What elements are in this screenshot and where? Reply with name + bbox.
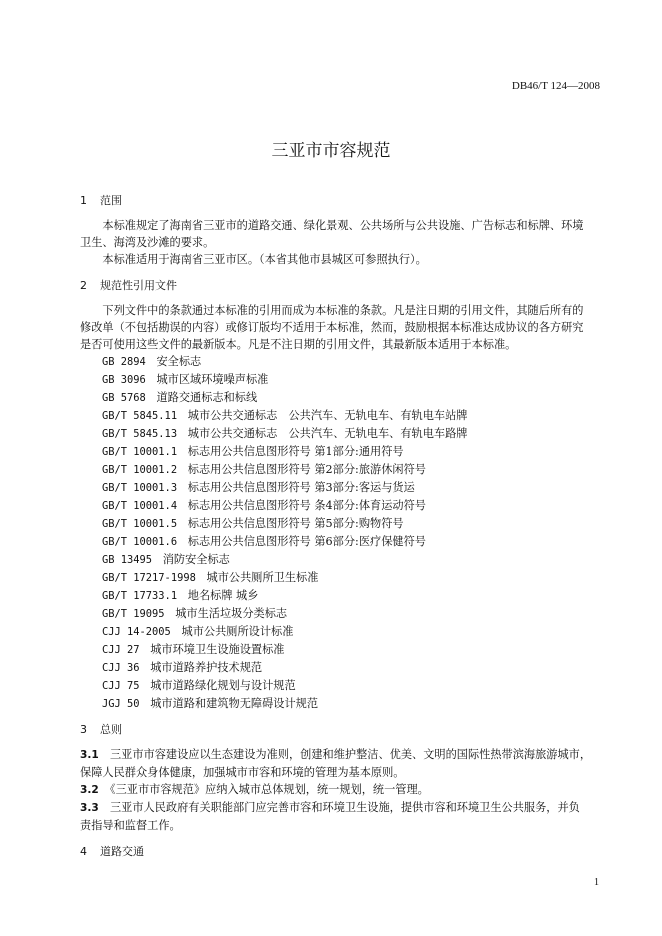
reference-item [80,695,610,713]
paragraph-cont: 修改单（不包括勘误的内容）或修订版均不适用于本标准，然而，鼓励根据本标准达成协议的各方研究 [80,321,584,334]
reference-title: 城市区域环境噪声标准 [156,373,269,386]
reference-item [80,623,610,641]
reference-title: 城市公共厕所卫生标准 [206,571,319,584]
paragraph: 本标准规定了海南省三亚市的道路交通、绿化景观、公共场所与公共设施、广告标志和标牌、环境 [102,219,584,232]
reference-title: 城市生活垃圾分类标志 [175,607,288,620]
reference-item [80,497,610,515]
document-body [80,192,610,860]
reference-code: GB 3096 [102,374,146,386]
paragraph-cont: 是否可使用这些文件的最新版本。凡是不注日期的引用文件，其最新版本适用于本标准。 [80,338,517,351]
reference-code: CJJ 36 [102,662,140,674]
reference-code: GB/T 10001.3 [102,482,178,494]
reference-item [80,587,610,605]
document-id: DB46/T 124—2008 [511,80,600,92]
reference-title: 道路交通标志和标线 [156,391,258,404]
reference-title: 城市公共厕所设计标准 [181,625,294,638]
reference-item [80,479,610,497]
reference-code: CJJ 27 [102,644,140,656]
paragraph: 本标准适用于海南省三亚市区。（本省其他市县城区可参照执行）。 [102,253,427,266]
reference-item [80,371,610,389]
reference-title: 标志用公共信息图形符号 第3部分:客运与货运 [187,481,415,494]
reference-item [80,533,610,551]
reference-code: GB/T 10001.2 [102,464,178,476]
reference-code: GB 5768 [102,392,146,404]
paragraph: 下列文件中的条款通过本标准的引用而成为本标准的条款。凡是注日期的引用文件，其随后所有的 [102,304,584,317]
reference-code: GB/T 5845.11 [102,410,178,422]
reference-item [80,551,610,569]
clause: 3.2 《三亚市市容规范》应纳入城市总体规划，统一规划，统一管理。 [80,783,429,796]
reference-title: 标志用公共信息图形符号 第2部分:旅游休闲符号 [187,463,426,476]
reference-item [80,425,610,443]
reference-title: 标志用公共信息图形符号 第6部分:医疗保健符号 [187,535,426,548]
reference-item [80,677,610,695]
reference-code: JGJ 50 [102,698,140,710]
paragraph-cont: 卫生、海湾及沙滩的要求。 [80,236,215,249]
reference-item [80,461,610,479]
reference-item [80,515,610,533]
reference-title: 城市道路和建筑物无障碍设计规范 [150,697,319,710]
reference-item [80,389,610,407]
section-heading-road-traffic: 4 道路交通 [80,845,144,858]
reference-title: 标志用公共信息图形符号 条4部分:体育运动符号 [187,499,426,512]
reference-title: 安全标志 [156,355,202,368]
reference-code: CJJ 75 [102,680,140,692]
reference-item [80,569,610,587]
reference-code: GB/T 10001.1 [102,446,178,458]
reference-code: GB/T 5845.13 [102,428,178,440]
reference-title: 标志用公共信息图形符号 第5部分:购物符号 [187,517,404,530]
reference-title: 消防安全标志 [162,553,230,566]
clause: 3.1 三亚市市容建设应以生态建设为准则，创建和维护整洁、优美、文明的国际性热带滨海旅游城市， [80,748,592,761]
reference-code: GB/T 10001.5 [102,518,178,530]
reference-item [80,641,610,659]
reference-title: 城市公共交通标志 公共汽车、无轨电车、有轨电车站牌 [187,409,468,422]
clause: 3.3 三亚市人民政府有关职能部门应完善市容和环境卫生设施，提供市容和环境卫生公共服务，并负 [80,801,580,814]
clause-cont: 责指导和监督工作。 [80,819,181,832]
section-heading-general: 3 总则 [80,723,122,736]
reference-item [80,443,610,461]
reference-item [80,407,610,425]
reference-code: GB/T 10001.6 [102,536,178,548]
reference-item [80,605,610,623]
reference-title: 城市道路养护技术规范 [150,661,263,674]
reference-item [80,353,610,371]
reference-code: GB/T 19095 [102,608,165,620]
document-title: 三亚市市容规范 [271,141,391,161]
reference-code: CJJ 14-2005 [102,626,171,638]
section-heading-references: 2 规范性引用文件 [80,279,177,292]
reference-title: 城市道路绿化规划与设计规范 [150,679,296,692]
reference-list [80,353,610,713]
reference-code: GB 13495 [102,554,153,566]
reference-code: GB/T 17217-1998 [102,572,196,584]
reference-title: 城市公共交通标志 公共汽车、无轨电车、有轨电车路牌 [187,427,468,440]
clause-cont: 保障人民群众身体健康，加强城市市容和环境的管理为基本原则。 [80,766,405,779]
section-heading-scope: 1 范围 [80,194,122,207]
reference-item [80,659,610,677]
reference-title: 城市环境卫生设施设置标准 [150,643,285,656]
reference-code: GB/T 17733.1 [102,590,178,602]
reference-code: GB 2894 [102,356,146,368]
page-number: 1 [594,877,599,888]
reference-code: GB/T 10001.4 [102,500,178,512]
reference-title: 标志用公共信息图形符号 第1部分:通用符号 [187,445,404,458]
reference-title: 地名标牌 城乡 [187,589,259,602]
